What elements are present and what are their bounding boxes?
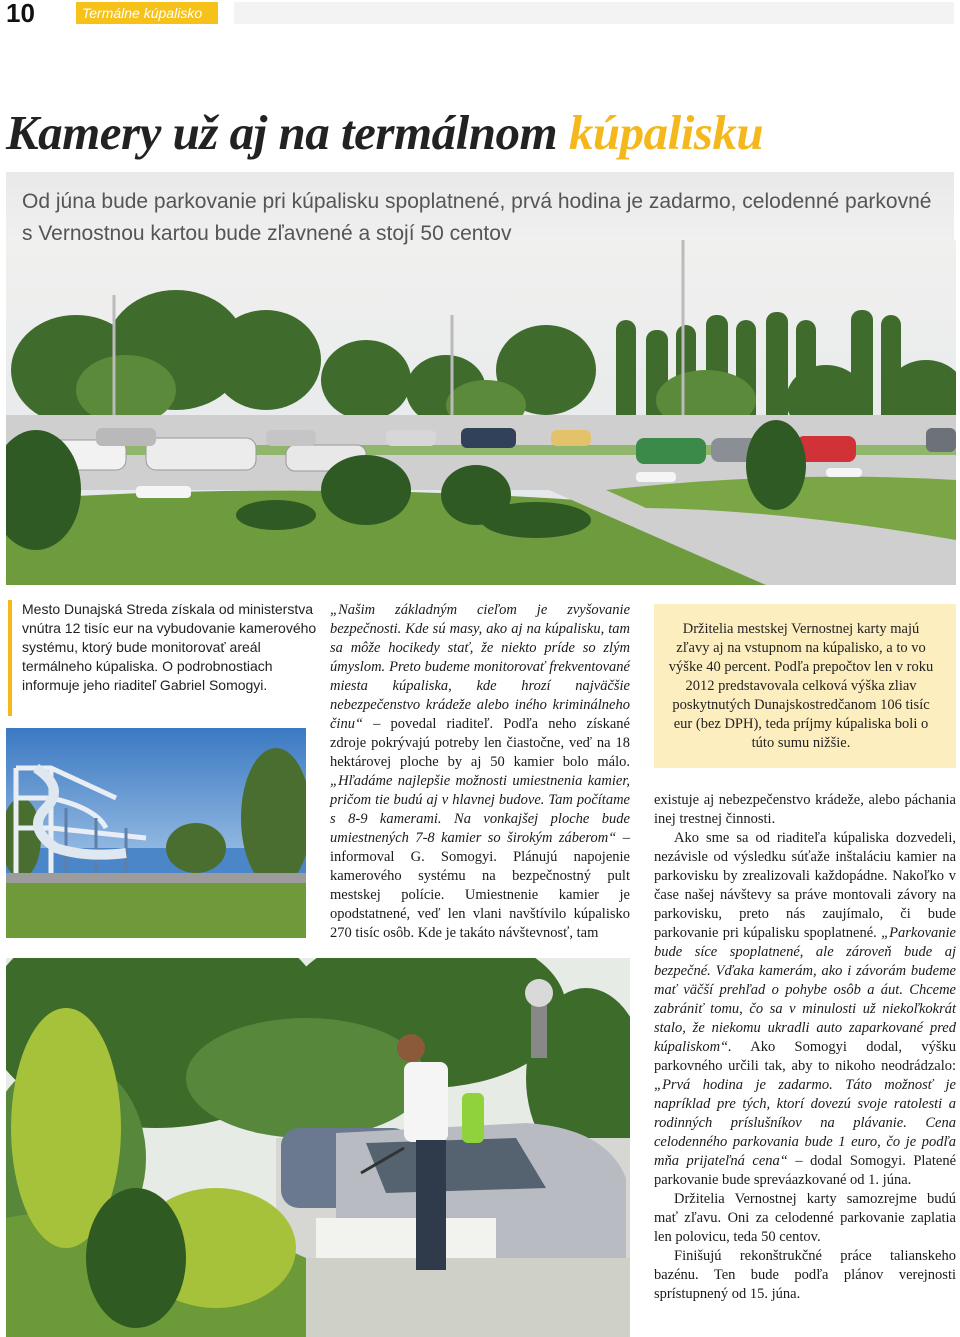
gardener-illustration <box>6 958 630 1337</box>
quote-text: „Našim základným cieľom je zvyšovanie bezpečnosti. Kde sú masy, ako aj na kúpalisku, tam sa môže hocikedy stať, že niekto príde so zlým úmyslom. Preto budeme monitorovať frekventované miesta kúpaliska, kde hrozí najväčšie nebezpečenstvo krádeže alebo iného kriminálneho činu“ <box>330 602 630 732</box>
body-text: – povedal riaditeľ. Podľa neho získané zdroje pokrývajú potreby len čiastočne, veď na 18 hektárovej ploche by aj 50 kamier bolo málo. <box>330 716 630 770</box>
article-title-main: Kamery už aj na termálnom <box>6 105 569 160</box>
body-text: existuje aj nebezpečenstvo krádeže, alebo páchania inej trestnej činnosti. <box>654 792 956 827</box>
parking-lot-photo <box>6 240 956 585</box>
column-2-paragraph <box>330 601 630 943</box>
body-text: – dodal Somogyi. Platené parkovanie bude spreváazkované od 1. júna. <box>654 1153 956 1188</box>
body-text: Finišujú rekonštrukčné práce talianskeho bazénu. Ten bude podľa plánov verejnosti sprístupnený od 15. júna. <box>654 1248 956 1302</box>
article-column-2 <box>330 601 630 943</box>
page-number: 10 <box>6 0 35 28</box>
quote-text: „Prvá hodina je zadarmo. Táto možnosť je napríklad pre tých, ktorí dovezú svoje ratolesti a rodinných príslušníkov na plávanie. Cena celodenného parkovania bude 1 euro, čo je podľa mňa prijateľná cena“ <box>654 1077 956 1169</box>
water-slide-photo <box>6 728 306 938</box>
info-box <box>654 604 956 768</box>
column-3-paragraph-3 <box>654 1190 956 1247</box>
section-label <box>76 2 218 24</box>
quote-text: „Parkovanie bude síce spoplatnené, ale zároveň bude aj bezpečné. Vďaka kamerám, ako i závorám budeme mať väčší prehľad o pohybe osôb a áut. Chceme zabrániť tomu, čo sa v minulosti už niekoľkokrát stalo, že niekomu ukradli auto zaparkované pred kúpaliskom“. <box>654 925 956 1055</box>
article-title-accent: kúpalisku <box>568 105 764 160</box>
parking-lot-illustration <box>6 240 956 585</box>
section-label-text: Termálne kúpalisko <box>82 5 203 21</box>
column-3-paragraph-2 <box>654 829 956 1190</box>
header-bar <box>234 2 954 24</box>
column-3-paragraph-4 <box>654 1247 956 1304</box>
article-subtitle: Od júna bude parkovanie pri kúpalisku spoplatnené, prvá hodina je zadarmo, celodenné parkovné s Vernostnou kartou bude zľavnené a stojí 50 centov <box>22 190 932 245</box>
info-box-text: Držitelia mestskej Vernostnej karty majú zľavy aj na vstupnom na kúpalisko, a to vo výške 40 percent. Podľa prepočtov len v roku 2012 predstavovala celková výška zliav poskytnutých Dunajskostredčanom 106 tisíc eur (bez DPH), teda príjmy kúpaliska boli o túto sumu nižšie. <box>668 621 934 751</box>
quote-text: „Hľadáme najlepšie možnosti umiestnenia kamier, pričom tie budú aj v hlavnej budove. Tam počítame s 8-9 kamerami. Na vonkajšej ploche bude umiestnených 7-8 kamier so širokým záberom“ <box>330 773 630 846</box>
article-title <box>6 106 763 160</box>
body-text: – informoval G. Somogyi. Plánujú napojenie kamerového systému na bezpečnostný pult mestskej polície. Umiestnenie kamier je opodstatnené, veď len vlani navštívilo kúpalisko 270 tisíc osôb. Kde je takáto návštevnosť, tam <box>330 830 630 941</box>
body-text: Ako sme sa od riaditeľa kúpaliska dozvedeli, nezávisle od výsledku súťaže inštaláciu kamier na parkovisku by zrealizovali každopádne. Nakoľko v čase našej návštevy sa práve montovali závory na parkovisku, preto nás zaujímalo, či bude parkovanie pri kúpalisku spoplatnené. <box>654 830 956 941</box>
body-text: Ako Somogyi dodal, výšku parkovného určili tak, aby to nikoho neodrádzalo: <box>654 1039 956 1074</box>
article-column-3 <box>654 791 956 1304</box>
article-lead: Mesto Dunajská Streda získala od ministerstva vnútra 12 tisíc eur na vybudovanie kamerového systému, ktorý bude monitorovať areál termálneho kúpaliska. O podrobnostiach informuje jeho riaditeľ Gabriel Somogyi. <box>8 600 320 716</box>
column-3-paragraph-1 <box>654 791 956 829</box>
gardener-photo <box>6 958 630 1337</box>
body-text: Držitelia Vernostnej karty samozrejme budú mať zľavu. Oni za celodenné parkovanie zaplatia len polovicu, teda 50 centov. <box>654 1191 956 1245</box>
water-slide-illustration <box>6 728 306 938</box>
